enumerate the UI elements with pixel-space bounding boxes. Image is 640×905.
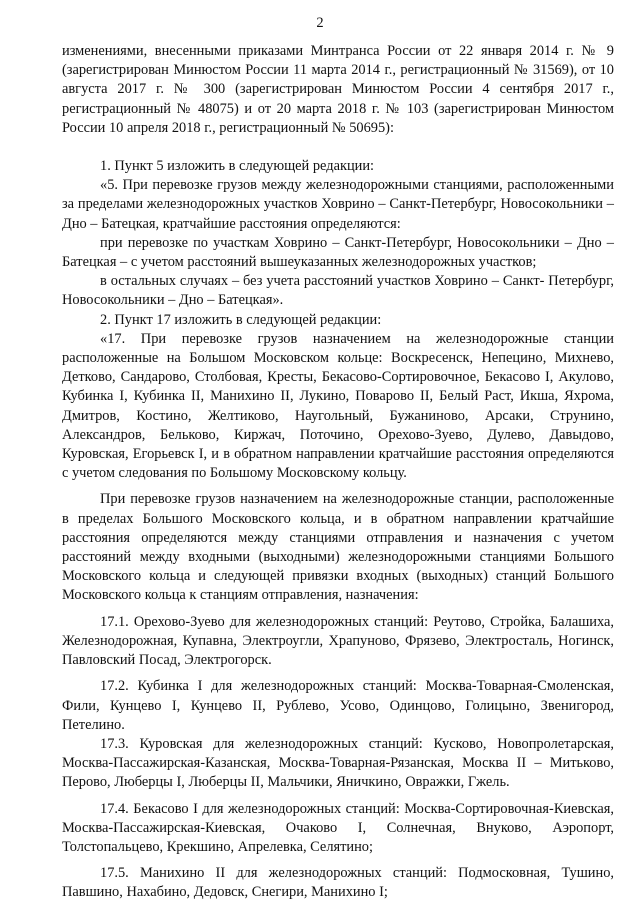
paragraph-point-5-case-a: при перевозке по участкам Ховрино – Санкт-Петербург, Новосокольники – Дно – Батецкая – с учетом расстояний вышеуказанных железнодорожных участков; <box>62 234 614 271</box>
paragraph-point-17-2: 17.2. Кубинка I для железнодорожных станций: Москва-Товарная-Смоленская, Фили, Кунцево I, Кунцево II, Рублево, Усово, Одинцово, Голицыно, Звенигород, Петелино. <box>62 678 614 733</box>
document-body <box>62 42 614 903</box>
paragraph-point-17-1: 17.1. Орехово-Зуево для железнодорожных станций: Реутово, Стройка, Балашиха, Железнодорожная, Купавна, Электроугли, Храпуново, Фрязево, Электросталь, Ногинск, Павловский Посад, Электрогорск. <box>62 613 614 669</box>
paragraph-point-17-3: 17.3. Куровская для железнодорожных станций: Кусково, Новопролетарская, Москва-Пассажирская-Казанская, Москва-Товарная-Рязанская, Москва II – Митьково, Перово, Люберцы I, Люберцы II, Мальчики, Яничкино, Овражки, Гжель. <box>62 735 614 791</box>
paragraph-point-17-moscow-ring: При перевозке грузов назначением на железнодорожные станции, расположенные в пределах Большого Московского кольца, и в обратном направлении кратчайшие расстояния определяются между станциями отправления и назначения с учетом расстояний между входными (выходными) железнодорожными станциями Большого Московского кольца и следующей привязки входных (выходных) станций Большого Московского кольца к станциям отправления, назначения: <box>62 491 614 604</box>
paragraph-point-5-case-b: в остальных случаях – без учета расстояний участков Ховрино – Санкт- Петербург, Новосокольники – Дно – Батецкая». <box>62 273 614 309</box>
paragraph-point-17-text: «17. При перевозке грузов назначением на железнодорожные станции расположенные на Большом Московском кольце: Воскресенск, Непецино, Михнево, Детково, Сандарово, Столбовая, Кресты, Бекасово-Сортировочное, Бекасово I, Акулово, Кубинка I, Кубинка II, Манихино II, Лукино, Поварово II, Белый Раст, Икша, Яхрома, Дмитров, Костино, Желтиково, Наугольный, Бужаниново, Арсаки, Струнино, Александров, Бельково, Киржач, Поточино, Орехово-Зуево, Дулево, Давыдово, Куровская, Егорьевск I, и в обратном направлении кратчайшие расстояния определяются с учетом следования по Большому Московскому кольцу. <box>62 330 614 482</box>
paragraph-point-17-4: 17.4. Бекасово I для железнодорожных станций: Москва-Сортировочная-Киевская, Москва-Пассажирская-Киевская, Очаково I, Солнечная, Внуково, Аэропорт, Толстопальцево, Крекшино, Апрелевка, Селятино; <box>62 800 614 855</box>
paragraph-intro-continuation: изменениями, внесенными приказами Минтранса России от 22 января 2014 г. № 9 (зарегистрирован Минюстом России 11 марта 2014 г., регистрационный № 31569), от 10 августа 2017 г. № 300 (зарегистрирован Минюстом России 4 сентября 2017 г., регистрационный № 48075) и от 20 марта 2018 г. № 103 (зарегистрирован Минюстом России 10 апреля 2018 г., регистрационный № 50695): <box>62 43 614 136</box>
paragraph-point-5-text: «5. При перевозке грузов между железнодорожными станциями, расположенными за пределами железнодорожных участков Ховрино – Санкт-Петербург, Новосокольники – Дно – Батецкая, кратчайшие расстояния определяются: <box>62 177 614 232</box>
paragraph-point-17-5: 17.5. Манихино II для железнодорожных станций: Подмосковная, Тушино, Павшино, Нахабино, Дедовск, Снегири, Манихино I; <box>62 865 614 901</box>
paragraph-item-2-heading: 2. Пункт 17 изложить в следующей редакции: <box>100 311 382 328</box>
paragraph-item-1-heading: 1. Пункт 5 изложить в следующей редакции: <box>100 158 375 175</box>
page-number: 2 <box>316 15 324 31</box>
